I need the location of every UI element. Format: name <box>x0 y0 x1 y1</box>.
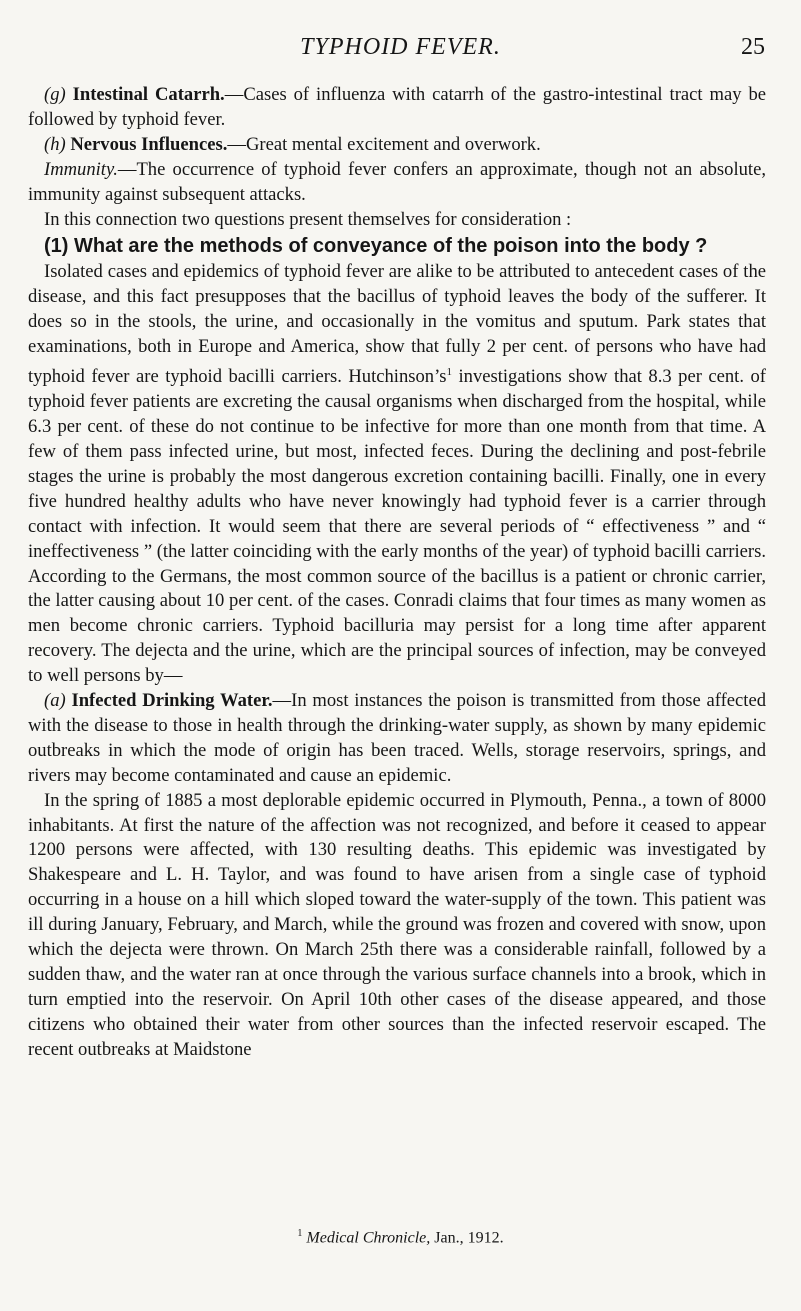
running-title: TYPHOID FEVER. <box>300 34 501 60</box>
paragraph-isolated-cases <box>28 260 766 689</box>
item-label-intestinal-catarrh: Intestinal Catarrh. <box>72 84 225 105</box>
item-label-nervous-influences: Nervous Influences. <box>70 133 228 155</box>
paragraph-nervous-influences <box>28 133 766 158</box>
paragraph-plymouth-epidemic: In the spring of 1885 a most deplorable epidemic occurred in Plymouth, Penna., a town of 8000 inhabitants. At first the nature of the affection was not recognized, and before it ceased to appear 1200 persons were affected, with 130 resulting deaths. This epidemic was investigated by Shakespeare and L. H. Taylor, and was found to have arisen from a single case of typhoid occurring in a house on a hill which sloped toward the water-supply of the town. This patient was ill during January, February, and March, while the ground was frozen and covered with snow, upon which the dejecta were thrown. On March 25th there was a considerable rainfall, followed by a sudden thaw, and the water ran at once through the various surface channels into a brook, which in turn emptied into the reservoir. On April 10th other cases of the disease appeared, and those citizens who obtained their water from other sources than the infected reservoir escaped. The recent outbreaks at Maidstone <box>28 789 766 1060</box>
item-text-nervous-influences: —Great mental excitement and overwork. <box>227 133 541 155</box>
footnote-reference: 1 <box>446 366 452 379</box>
footnote <box>0 1228 801 1247</box>
item-marker-a: (a) <box>44 690 66 712</box>
paragraph-infected-water <box>28 689 766 789</box>
item-label-infected-water: Infected Drinking Water. <box>71 690 273 712</box>
item-marker-h: (h) <box>44 133 66 155</box>
item-marker-g: (g) <box>44 84 66 105</box>
page-header <box>0 28 801 68</box>
isolated-cases-text-b: investigations show that 8.3 per cent. of typhoid fever patients are excreting the causal organisms when discharged from the hospital, while 6.3 per cent. of these do not continue to be infective for more than one month from that time. A few of them pass infected urine, but most, infected feces. During the declining and post-febrile stages the urine is probably the most dangerous excretion containing bacilli. Finally, one in every five hundred healthy adults who have never knowingly had typhoid fever is a carrier through contact with infection. It would seem that there are several periods of “ effectiveness ” and “ ineffectiveness ” (the latter coinciding with the early months of the year) of typhoid bacilli carriers. According to the Germans, the most common source of the bacillus is a patient or chronic carrier, the latter causing about 10 per cent. of the cases. Conradi claims that four times as many women as men become chronic carriers. Typhoid bacilluria may persist for a long time after apparent recovery. The dejecta and the urine, which are the principal sources of infection, may be conveyed to well persons by— <box>28 366 766 687</box>
paragraph-immunity <box>28 158 766 208</box>
item-label-immunity: Immunity. <box>44 158 118 180</box>
body-text <box>28 83 766 1063</box>
page-number: 25 <box>741 34 765 60</box>
item-text-intestinal-catarrh: —Cases of influenza with catarrh of the gastro-intestinal tract may be followed by typhoid fever. <box>28 84 767 130</box>
footnote-number: 1 <box>297 1228 303 1239</box>
paragraph-connection: In this connection two questions present themselves for consideration : <box>44 208 572 230</box>
footnote-date: Jan., 1912. <box>430 1229 504 1247</box>
footnote-source: Medical Chronicle, <box>306 1229 431 1247</box>
item-text-immunity: —The occurrence of typhoid fever confers an approximate, though not an absolute, immunity against subsequent attacks. <box>28 158 766 205</box>
paragraph-intestinal-catarrh <box>28 83 766 133</box>
question-heading: (1) What are the methods of conveyance of the poison into the body ? <box>44 235 708 258</box>
isolated-cases-text-a: Isolated cases and epidemics of typhoid fever are alike to be attributed to antecedent cases of the disease, and this fact presupposes that the bacillus of typhoid leaves the body of the sufferer. It does so in the stools, the urine, and occasionally in the vomitus and sputum. Park states that examinations, both in Europe and America, show that fully 2 per cent. of persons who have had typhoid fever are typhoid bacilli carriers. Hutchinson’s <box>28 261 766 388</box>
item-text-infected-water: —In most instances the poison is transmitted from those affected with the disease to those in health through the drinking-water supply, as shown by many epidemic outbreaks in which the mode of origin has been traced. Wells, storage reservoirs, springs, and rivers may become contaminated and cause an epidemic. <box>28 690 767 786</box>
